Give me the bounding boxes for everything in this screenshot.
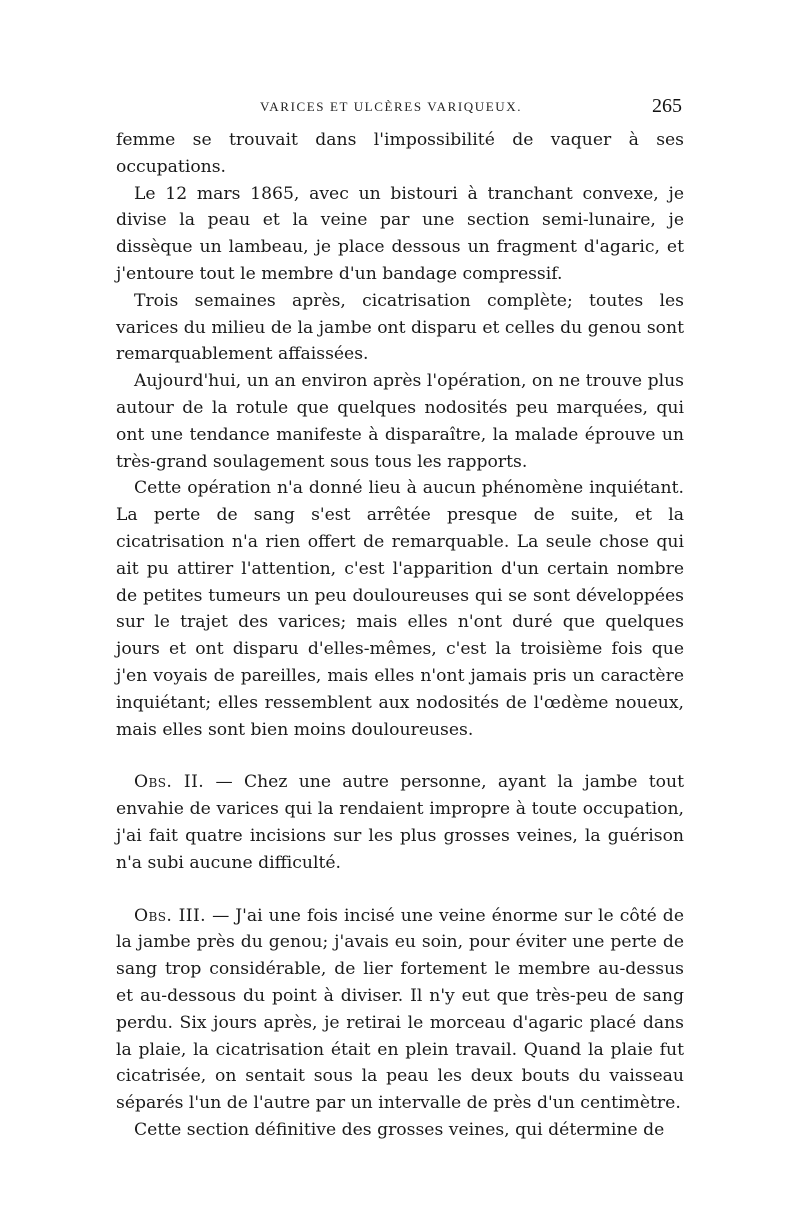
observation-2 bbox=[116, 769, 684, 876]
observation-2-text: — Chez une autre personne, ayant la jambe tout envahie de varices qui la rendaient impropre à toute occupation, j'ai fait quatre incisions sur les plus grosses veines, la guérison n'a subi aucune difficulté. bbox=[116, 772, 684, 873]
paragraph-one-year: Aujourd'hui, un an environ après l'opération, on ne trouve plus autour de la rotule que quelques nodosités peu marquées, qui ont une tendance manifeste à disparaître, la malade éprouve un très-grand soulagement sous tous les rapports. bbox=[116, 371, 684, 472]
body-text bbox=[116, 127, 684, 1144]
observation-3-text: — J'ai une fois incisé une veine énorme sur le côté de la jambe près du genou; j'avais eu soin, pour éviter une perte de sang trop considérable, de lier fortement le membre au-dessus et au-dessous du point à diviser. Il n'y eut que très-peu de sang perdu. Six jours après, je retirai le morceau d'agaric placé dans la plaie, la cicatrisation était en plein travail. Quand la plaie fut cicatrisée, on sentait sous la peau les deux bouts du vaisseau séparés l'un de l'autre par un intervalle de près d'un centimètre. bbox=[116, 905, 684, 1114]
observation-3-label: Obs. III. bbox=[134, 905, 207, 926]
observation-3 bbox=[116, 903, 684, 1117]
paragraph-operation-date: Le 12 mars 1865, avec un bistouri à tranchant convexe, je divise la peau et la veine par une section semi-lunaire, je dissèque un lambeau, je place dessous un fragment d'agaric, et j'entoure tout le membre d'un bandage compressif. bbox=[116, 183, 684, 284]
running-head bbox=[116, 95, 682, 119]
paragraph-no-complication: Cette opération n'a donné lieu à aucun phénomène inquiétant. La perte de sang s'est arrêtée presque de suite, et la cicatrisation n'a rien offert de remarquable. La seule chose qui ait pu attirer l'attention, c'est l'apparition d'un certain nombre de petites tumeurs un peu douloureuses qui se sont développées sur le trajet des varices; mais elles n'ont duré que quelques jours et ont disparu d'elles-mêmes, c'est la troisième fois que j'en voyais de pareilles, mais elles n'ont jamais pris un caractère inquiétant; elles ressemblent aux nodosités de l'œdème noueux, mais elles sont bien moins douloureuses. bbox=[116, 478, 684, 740]
page-number: 265 bbox=[652, 95, 682, 117]
paragraph-continuation: femme se trouvait dans l'impossibilité de vaquer à ses occupations. bbox=[116, 130, 684, 177]
running-title: VARICES ET ULCÈRES VARIQUEUX. bbox=[260, 99, 523, 114]
paragraph-three-weeks: Trois semaines après, cicatrisation complète; toutes les varices du milieu de la jambe ont disparu et celles du genou sont remarquablement affaissées. bbox=[116, 290, 684, 365]
observation-2-label: Obs. II. bbox=[134, 772, 205, 793]
paragraph-final-line: Cette section définitive des grosses veines, qui détermine de bbox=[134, 1119, 665, 1140]
